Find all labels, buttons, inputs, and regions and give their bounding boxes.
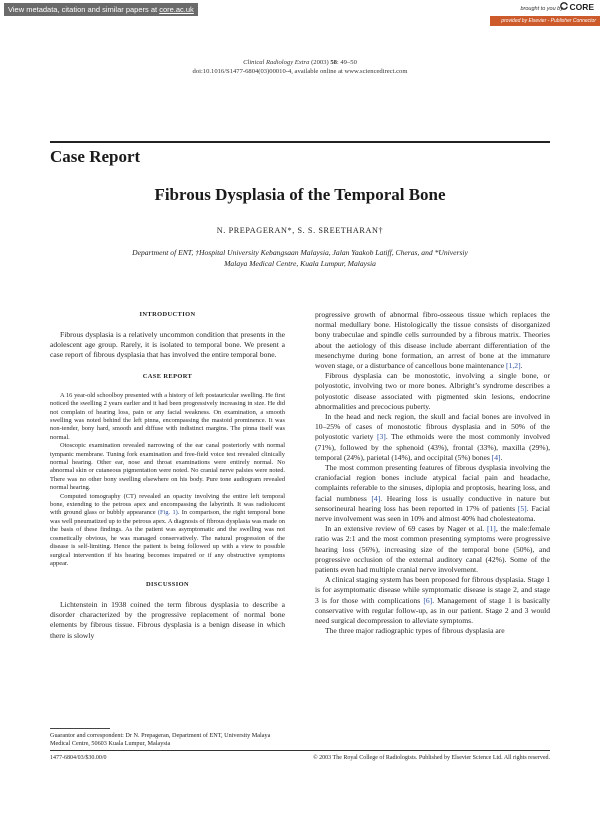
- article-title: Fibrous Dysplasia of the Temporal Bone: [154, 185, 446, 204]
- journal-citation: [0, 59, 600, 66]
- metadata-link-text: View metadata, citation and similar papers at: [8, 5, 160, 14]
- ref-1-2-link[interactable]: [1,2]: [506, 361, 521, 371]
- section-label: Case Report: [50, 147, 141, 166]
- case-paragraph-1: A 16 year-old schoolboy presented with a history of left postauricular swelling. He first noticed the swelling 2 years earlier and it had been progressively increasing in size. He did not complain of hearing loss, pain or any facial weakness. On examination, a smooth swelling was noted behind the left pinna, encompassing the mastoid prominence. It was non-tender, bony hard, smooth and diffuse with indistinct margins. The pinna itself was normal.: [50, 391, 285, 441]
- right-paragraph-1: progressive growth of abnormal fibro-osseous tissue which replaces the normal medullary bone. Histologically the tissue consists of disorganized bony trabeculae and spindle cells surrounded by a fibrous matrix. Theories about the aetiology of this disease include aberrant differentiation of the mesenchyme during bone formation, an arrest of bone at the immature woven stage, or a disturbance of cancellous bone maintenance [1,2].: [315, 310, 550, 371]
- journal-pages: : 49–50: [336, 59, 357, 66]
- affiliation: [80, 247, 520, 269]
- right-paragraph-4: The most common presenting features of fibrous dysplasia involving the craniofacial region bones include atypical facial pain and headache, complaints referable to the sinuses, diplopia and proptosis, hearing loss, and facial numbness [4]. Hearing loss is usually conductive in nature but sensorineural hearing loss has been reported in 17% of patients [5]. Facial nerve involvement was seen in 10% and almost 40% had cholesteatoma.: [315, 463, 550, 524]
- provider-banner[interactable]: provided by Elsevier - Publisher Connector: [490, 16, 600, 26]
- core-logo-link[interactable]: CORE: [569, 2, 594, 12]
- right-paragraph-6: A clinical staging system has been proposed for fibrous dysplasia. Stage 1 is for asymptomatic disease while symptomatic disease is stage 2, and stage 3 is for those with complications [6]. Management of stage 1 is basically conservative with regular follow-up, as in our patient. Stage 2 and 3 would need surgical decompression to alleviate symptoms.: [315, 575, 550, 626]
- header-rule: [50, 141, 550, 143]
- author-list: N. PREPAGERAN*, S. S. SREETHARAN†: [216, 226, 384, 235]
- case-paragraph-2: Otoscopic examination revealed narrowing of the ear canal posteriorly with normal tympanic membrane. Tuning fork examination and free-field voice test revealed clinically normal hearing. Other ear, nose and throat examinations were entirely normal. No abnormal skin or cutaneous pigmentation were noted. No cranial nerve palsies were noted. There was no other bony swelling elsewhere on his body. Pure tone audiogram revealed normal hearing.: [50, 442, 285, 492]
- affiliation-line-2: Malaya Medical Centre, Kuala Lumpur, Malaysia: [224, 259, 376, 268]
- ref-3-link[interactable]: [3]: [376, 432, 386, 442]
- right-paragraph-7: The three major radiographic types of fibrous dysplasia are: [325, 626, 505, 636]
- ref-4-link[interactable]: [4]: [491, 452, 501, 462]
- journal-name: Clinical Radiology Extra: [243, 59, 310, 66]
- discussion-heading: DISCUSSION: [145, 581, 190, 589]
- top-banner: [0, 0, 600, 26]
- journal-volume: 58: [330, 59, 337, 66]
- right-paragraph-3: In the head and neck region, the skull and facial bones are involved in 10–25% of cases of monostotic fibrous dysplasia and in 50% of the polyostotic variety [3]. The ethmoids were the most commonly involved (71%), followed by the sphenoid (43%), frontal (33%), maxilla (29%), temporal (24%), parietal (14%), and occipital (5%) bones [4].: [315, 412, 550, 462]
- right-paragraph-5: In an extensive review of 69 cases by Nager et al. [1], the male:female ratio was 2:1 and the most common presenting symptoms were progressive hearing loss (56%), increasing size of the temporal bone (50%), and progressive occlusion of the external auditory canal (42%). Some of the patients even had multiple cranial nerve involvement.: [315, 524, 550, 575]
- affiliation-line-1: Department of ENT, †Hospital University Kebangsaan Malaysia, Jalan Yaakob Latiff, Cheras, and *Universiy: [132, 248, 468, 257]
- journal-year: (2003): [309, 59, 331, 66]
- case-paragraph-3: Computed tomography (CT) revealed an opacity involving the entire left temporal bone, extending to the petrous apex and encompassing the labyrinth. It was radiolucent with ground glass or bubbly appearance (Fig. 1). In comparison, the right temporal bone was well pneumatized up to the petrous apex. A diagnosis of fibrous dysplasia was made on the basis of these findings. As the patient was asymptomatic and the swelling was not cosmetically obvious, he was managed conservatively. The natural progression of the disease is self-limiting. Hence the patient is being followed up with a view to possible surgical intervention if his hearing becomes impaired or if any obstructive symptoms appear.: [50, 492, 285, 567]
- core-site-link[interactable]: core.ac.uk: [159, 5, 194, 14]
- doi-line: doi:10.1016/S1477-6804(03)00010-4, available online at www.sciencedirect.com: [192, 68, 408, 75]
- left-column: [50, 310, 285, 641]
- case-heading: CASE REPORT: [142, 373, 193, 381]
- footnote-rule: [50, 728, 110, 729]
- metadata-link[interactable]: [4, 3, 198, 16]
- intro-heading: INTRODUCTION: [139, 311, 196, 318]
- right-paragraph-2: Fibrous dysplasia can be monostotic, involving a single bone, or polyostotic, involving two or more bones. Albright’s syndrome describes a polyostotic disease associated with pigmented skin lesions, endocrine abnormalities and precocious puberty.: [315, 371, 550, 411]
- ref-4b-link[interactable]: [4]: [371, 493, 381, 503]
- copyright-notice: © 2003 The Royal College of Radiologists. Published by Elsevier Science Ltd. All rights reserved.: [313, 755, 550, 761]
- ref-6-link[interactable]: [6]: [423, 595, 433, 605]
- ref-5-link[interactable]: [5]: [517, 503, 527, 513]
- right-column: [315, 310, 550, 637]
- discussion-paragraph-1: Lichtenstein in 1938 coined the term fibrous dysplasia to describe a disorder characterized by the progressive replacement of normal bone elements by fibrous tissue. Fibrous dysplasia is a benign disease in which there is slowly: [50, 599, 285, 640]
- figure-1-link[interactable]: (Fig. 1): [157, 509, 178, 517]
- ref-1-link[interactable]: [1]: [486, 524, 496, 534]
- core-logo-icon: [560, 2, 568, 10]
- intro-paragraph: Fibrous dysplasia is a relatively uncommon condition that presents in the adolescent age group. Rarely, it is isolated to temporal bone. We present a case report of fibrous dysplasia that has involved the entire temporal bone.: [50, 329, 285, 359]
- issn-code: 1477-6804/03/$30.00/0: [50, 755, 107, 761]
- footer-rule: [50, 750, 550, 751]
- brought-by-label: brought to you by: [520, 6, 563, 12]
- correspondence-footnote: Guarantor and correspondent: Dr N. Prepageran, Department of ENT, University Malaya Medical Centre, 50603 Kuala Lumpur, Malaysia: [50, 732, 271, 748]
